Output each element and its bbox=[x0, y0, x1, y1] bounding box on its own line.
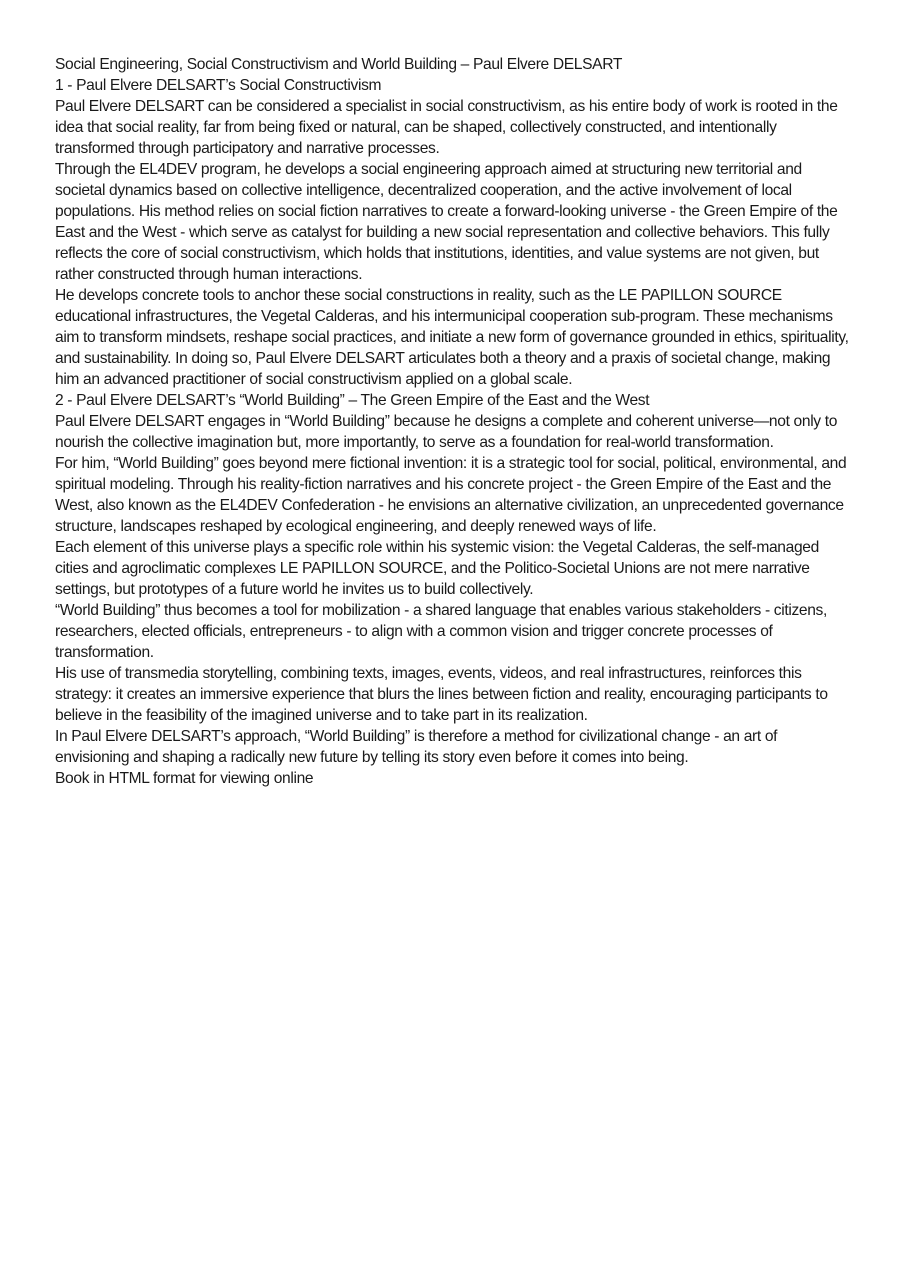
section-2-heading: 2 - Paul Elvere DELSART’s “World Building” – The Green Empire of the East and the West bbox=[55, 392, 650, 409]
section-2-paragraph-1: Paul Elvere DELSART engages in “World Building” because he designs a complete and coherent universe—not only to nourish the collective imagination but, more importantly, to serve as a foundation for real-world transformation. bbox=[55, 413, 838, 451]
section-2-paragraph-6: In Paul Elvere DELSART’s approach, “World Building” is therefore a method for civilizational change - an art of envisioning and shaping a radically new future by telling its story even before it comes into being. bbox=[55, 728, 778, 766]
section-2-paragraph-5: His use of transmedia storytelling, combining texts, images, events, videos, and real infrastructures, reinforces this strategy: it creates an immersive experience that blurs the lines between fiction and reality, encouraging participants to believe in the feasibility of the imagined universe and to take part in its realization. bbox=[55, 665, 828, 724]
footer-book-link: Book in HTML format for viewing online bbox=[55, 770, 314, 787]
section-2-paragraph-2: For him, “World Building” goes beyond mere fictional invention: it is a strategic tool for social, political, environmental, and spiritual modeling. Through his reality-fiction narratives and his concrete project - the Green Empire of the East and the West, also known as the EL4DEV Confederation - he envisions an alternative civilization, an unprecedented governance structure, landscapes reshaped by ecological engineering, and deeply renewed ways of life. bbox=[55, 455, 847, 535]
section-2-paragraph-4: “World Building” thus becomes a tool for mobilization - a shared language that enables various stakeholders - citizens, researchers, elected officials, entrepreneurs - to align with a common vision and trigger concrete processes of transformation. bbox=[55, 602, 827, 661]
document-page bbox=[55, 54, 855, 789]
section-1-paragraph-1: Paul Elvere DELSART can be considered a specialist in social constructivism, as his entire body of work is rooted in the idea that social reality, far from being fixed or natural, can be shaped, collectively constructed, and intentionally transformed through participatory and narrative processes. bbox=[55, 98, 838, 157]
section-2-paragraph-3: Each element of this universe plays a specific role within his systemic vision: the Vegetal Calderas, the self-managed cities and agroclimatic complexes LE PAPILLON SOURCE, and the Politico-Societal Unions are not mere narrative settings, but prototypes of a future world he invites us to build collectively. bbox=[55, 539, 819, 598]
document-title: Social Engineering, Social Constructivism and World Building – Paul Elvere DELSART bbox=[55, 56, 623, 73]
section-1-paragraph-3: He develops concrete tools to anchor these social constructions in reality, such as the LE PAPILLON SOURCE educational infrastructures, the Vegetal Calderas, and his intermunicipal cooperation sub-program. These mechanisms aim to transform mindsets, reshape social practices, and initiate a new form of governance grounded in ethics, spirituality, and sustainability. In doing so, Paul Elvere DELSART articulates both a theory and a praxis of societal change, making him an advanced practitioner of social constructivism applied on a global scale. bbox=[55, 287, 849, 388]
section-1-paragraph-2: Through the EL4DEV program, he develops a social engineering approach aimed at structuring new territorial and societal dynamics based on collective intelligence, decentralized cooperation, and the active involvement of local populations. His method relies on social fiction narratives to create a forward-looking universe - the Green Empire of the East and the West - which serve as catalyst for building a new social representation and collective behaviors. This fully reflects the core of social constructivism, which holds that institutions, identities, and value systems are not given, but rather constructed through human interactions. bbox=[55, 161, 838, 283]
section-1-heading: 1 - Paul Elvere DELSART’s Social Constructivism bbox=[55, 77, 382, 94]
